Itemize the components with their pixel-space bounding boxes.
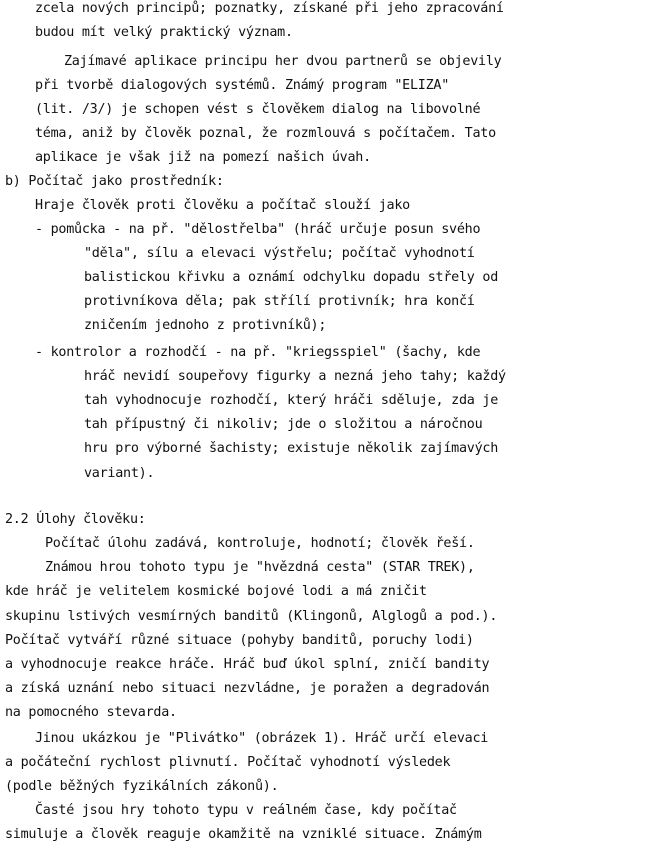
text-line: a získá uznání nebo situaci nezvládne, je poražen a degradován xyxy=(5,681,490,696)
text-line: Počítač vytváří různé situace (pohyby banditů, poruchy lodi) xyxy=(5,633,474,648)
list-item-line: protivníkova děla; pak střílí protivník; hra končí xyxy=(84,294,475,309)
text-line: (lit. /3/) je schopen vést s člověkem dialog na libovolné xyxy=(35,102,481,117)
list-item-line: variant). xyxy=(84,466,155,481)
paragraph-start-line: Zajímavé aplikace principu her dvou partnerů se objevily xyxy=(64,54,502,69)
text-line: Hraje člověk proti člověku a počítač slouží jako xyxy=(35,198,410,213)
list-item-line: "děla", sílu a elevaci výstřelu; počítač vyhodnotí xyxy=(84,246,475,261)
section-heading: b) Počítač jako prostředník: xyxy=(5,174,224,189)
paragraph-start-line: Počítač úlohu zadává, kontroluje, hodnotí; člověk řeší. xyxy=(45,536,475,551)
text-line: zcela nových principů; poznatky, získané při jeho zpracování xyxy=(35,1,504,16)
paragraph-start-line: Jinou ukázkou je "Plivátko" (obrázek 1). Hráč určí elevaci xyxy=(35,731,489,746)
list-item-start: - pomůcka - na př. "dělostřelba" (hráč určuje posun svého xyxy=(35,222,481,237)
list-item-line: hru pro výborné šachisty; existuje několik zajímavých xyxy=(84,441,499,456)
text-line: při tvorbě dialogových systémů. Známý program "ELIZA" xyxy=(35,78,450,93)
text-line: a vyhodnocuje reakce hráče. Hráč buď úkol splní, zničí bandity xyxy=(5,657,490,672)
list-item-line: tah vyhodnocuje rozhodčí, který hráči sděluje, zda je xyxy=(84,393,499,408)
text-line: (podle běžných fyzikálních zákonů). xyxy=(5,779,279,794)
text-line: simuluje a člověk reaguje okamžitě na vzniklé situace. Známým xyxy=(5,827,482,842)
paragraph-start-line: Známou hrou tohoto typu je "hvězdná cesta" (STAR TREK), xyxy=(45,560,475,575)
text-line: aplikace je však již na pomezí našich úvah. xyxy=(35,150,371,165)
text-line: a počáteční rychlost plivnutí. Počítač vyhodnotí výsledek xyxy=(5,755,451,770)
text-line: téma, aniž by člověk poznal, že rozmlouvá s počítačem. Tato xyxy=(35,126,496,141)
text-line: skupinu lstivých vesmírných banditů (Klingonů, Alglogů a pod.). xyxy=(5,609,498,624)
list-item-line: zničením jednoho z protivníků); xyxy=(84,318,327,333)
paragraph-start-line: Časté jsou hry tohoto typu v reálném čase, kdy počítač xyxy=(35,803,457,818)
text-line: na pomocného stevarda. xyxy=(5,705,177,720)
section-heading: 2.2 Úlohy člověku: xyxy=(5,512,146,527)
list-item-line: hráč nevidí soupeřovy figurky a nezná jeho tahy; každý xyxy=(84,369,506,384)
text-line: budou mít velký praktický význam. xyxy=(35,25,293,40)
list-item-line: balistickou křivku a oznámí odchylku dopadu střely od xyxy=(84,270,499,285)
text-line: kde hráč je velitelem kosmické bojové lodi a má zničit xyxy=(5,584,427,599)
list-item-start: - kontrolor a rozhodčí - na př. "kriegsspiel" (šachy, kde xyxy=(35,345,481,360)
list-item-line: tah přípustný či nikoliv; jde o složitou a náročnou xyxy=(84,417,483,432)
